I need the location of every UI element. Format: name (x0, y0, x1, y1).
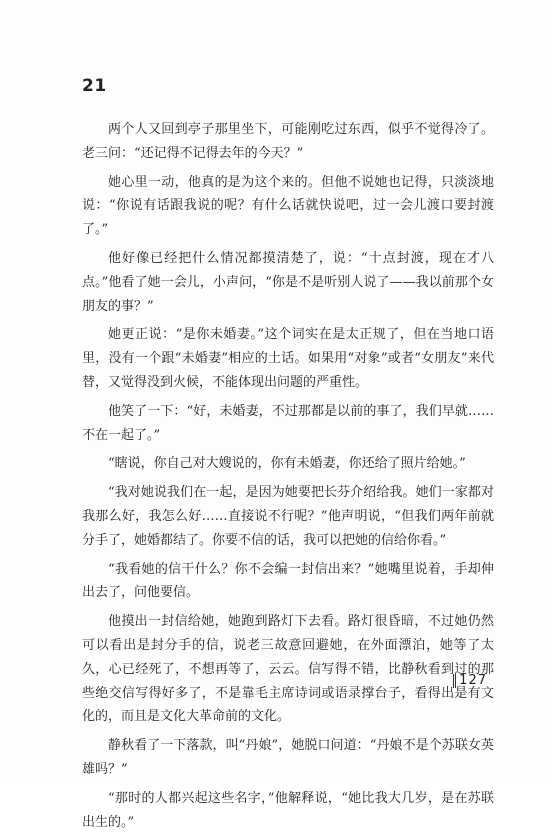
paragraph: “我看她的信干什么？你不会编一封信出来？”她嘴里说着，手却伸出去了，问他要信。 (82, 561, 494, 601)
folio-mark-icon (453, 674, 456, 688)
page-number: 127 (459, 673, 487, 688)
paragraph: 两个人又回到亭子那里坐下，可能刚吃过东西，似乎不觉得冷了。老三问：“还记得不记得去年的今天？” (82, 122, 494, 161)
page-footer (453, 673, 487, 688)
paragraph: “瞎说，你自己对大嫂说的，你有未婚妻，你还给了照片给她。” (108, 456, 466, 472)
paragraph: 她心里一动，他真的是为这个来的。但他不说她也记得，只淡淡地说：“你说有话跟我说的呢？有什么话就快说吧，过一会儿渡口要封渡了。” (82, 174, 494, 238)
paragraph: 他好像已经把什么情况都摸清楚了，说：“十点封渡，现在才八点。”他看了她一会儿，小声问，“你是不是听别人说了——我以前那个女朋友的事？” (82, 250, 494, 314)
paragraph: “我对她说我们在一起，是因为她要把长芬介绍给我。她们一家都对我那么好，我怎么好……直接说不行呢？”他声明说，“但我们两年前就分手了，她婚都结了。你要不信的话，我可以把她的信给你看。” (82, 485, 494, 548)
paragraph: “那时的人都兴起这些名字，”他解释说，“她比我大几岁，是在苏联出生的。” (82, 790, 494, 830)
paragraph: 他摸出一封信给她，她跑到路灯下去看。路灯很昏暗，不过她仍然可以看出是封分手的信，说老三故意回避她，在外面漂泊，她等了太久，心已经死了，不想再等了，云云。信写得不错，比静秋看到过的那些绝交信写得好多了，不是靠毛主席诗词或语录撑台子，看得出是有文化的，而且是文化大革命前的文化。 (82, 614, 494, 725)
paragraph: 静秋看了一下落款，叫“丹娘”，她脱口问道：“丹娘不是个苏联女英雄吗？” (82, 738, 494, 777)
body-text (82, 118, 494, 839)
paragraph: 她更正说：“是你未婚妻。”这个词实在是太正规了，但在当地口语里，没有一个跟“未婚妻”相应的土话。如果用“对象”或者“女朋友”来代替，又觉得没到火候，不能体现出问题的严重性。 (82, 327, 494, 390)
chapter-number: 21 (82, 76, 107, 96)
paragraph: 他笑了一下：“好，未婚妻，不过那都是以前的事了，我们早就……不在一起了。” (82, 403, 494, 443)
